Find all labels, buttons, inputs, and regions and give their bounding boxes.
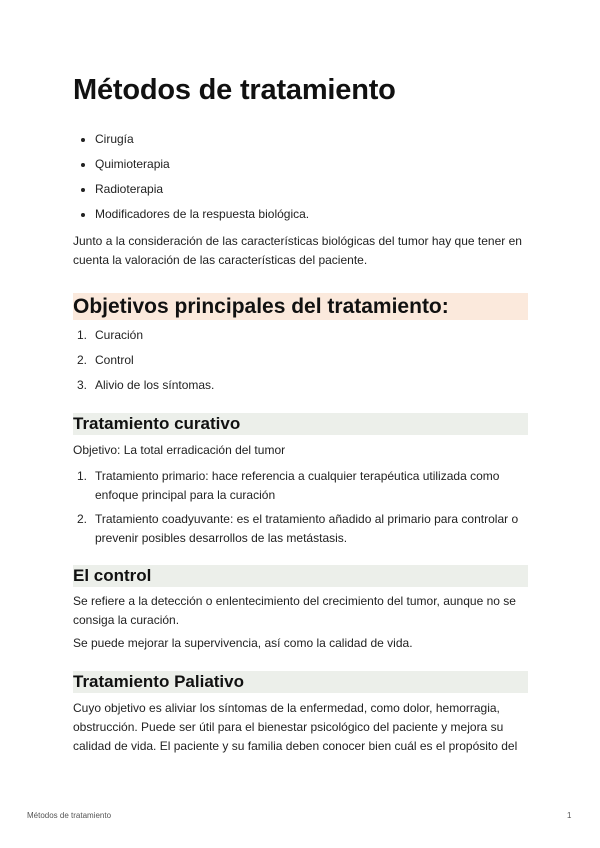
footer-page-number: 1: [567, 811, 572, 820]
list-text: Tratamiento primario: hace referencia a cualquier terapéutica utilizada como enfoque principal para la curación: [95, 469, 500, 502]
palliative-heading: Tratamiento Paliativo: [73, 672, 244, 691]
palliative-heading-box: [73, 671, 528, 693]
list-item: Cirugía: [95, 131, 309, 156]
list-item: Radioterapia: [95, 181, 309, 206]
list-item: [77, 467, 528, 510]
list-text: Control: [95, 353, 134, 367]
curative-heading: Tratamiento curativo: [73, 414, 241, 433]
list-item: Quimioterapia: [95, 156, 309, 181]
list-item: Modificadores de la respuesta biológica.: [95, 206, 309, 231]
palliative-paragraph: Cuyo objetivo es aliviar los síntomas de la enfermedad, como dolor, hemorragia, obstrucción. Puede ser útil para el bienestar psicológico del paciente y mejora su calidad de vida. El paciente y su familia deben conocer bien cuál es el propósito del: [73, 701, 518, 753]
objectives-heading-box: [73, 293, 528, 320]
list-item: [77, 351, 214, 376]
curative-objective: Objetivo: La total erradicación del tumor: [73, 443, 286, 457]
list-number: 3.: [77, 378, 88, 392]
curative-heading-box: [73, 413, 528, 435]
objectives-list: [77, 326, 215, 401]
curative-list: [77, 467, 528, 553]
list-number: 2.: [77, 512, 88, 526]
list-number: 2.: [77, 353, 88, 367]
list-item: [77, 510, 528, 553]
list-number: 1.: [77, 469, 88, 483]
objectives-heading: Objetivos principales del tratamiento:: [73, 295, 449, 318]
methods-list: [95, 131, 309, 231]
list-number: 1.: [77, 328, 88, 342]
list-item: [77, 376, 215, 401]
list-text: Tratamiento coadyuvante: es el tratamiento añadido al primario para controlar o prevenir posibles desarrollos de las metástasis.: [95, 512, 519, 545]
control-heading: El control: [73, 566, 152, 585]
control-paragraph-2: Se puede mejorar la supervivencia, así como la calidad de vida.: [73, 636, 413, 650]
control-heading-box: [73, 565, 528, 587]
list-text: Curación: [95, 328, 144, 342]
control-paragraph-1: Se refiere a la detección o enlentecimiento del crecimiento del tumor, aunque no se consiga la curación.: [73, 594, 516, 627]
intro-paragraph: Junto a la consideración de las características biológicas del tumor hay que tener en cuenta la valoración de las características del paciente.: [73, 234, 522, 267]
list-item: [77, 326, 214, 351]
list-text: Alivio de los síntomas.: [95, 378, 215, 392]
page-title: Métodos de tratamiento: [73, 74, 396, 106]
footer-title: Métodos de tratamiento: [27, 811, 112, 820]
